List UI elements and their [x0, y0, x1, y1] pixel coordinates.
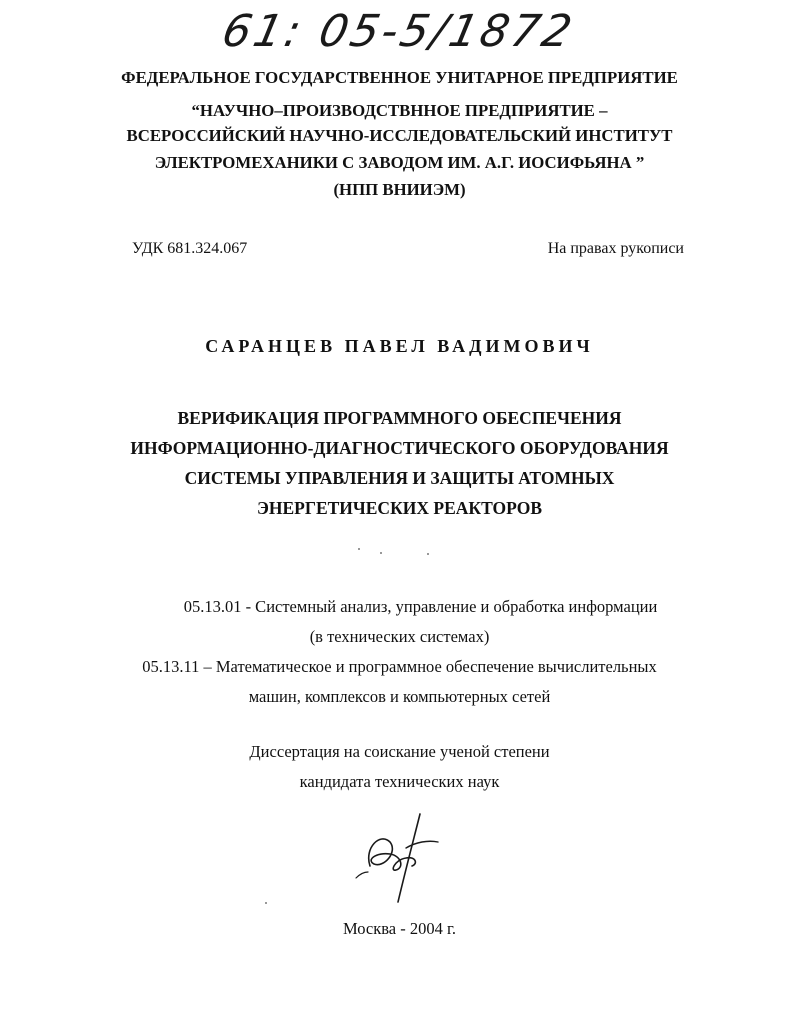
title-line-2: ИНФОРМАЦИОННО-ДИАГНОСТИЧЕСКОГО ОБОРУДОВАНИЯ — [130, 438, 669, 458]
org-line-4: ЭЛЕКТРОМЕХАНИКИ С ЗАВОДОМ ИМ. А.Г. ИОСИФЬЯНА ” — [154, 153, 645, 172]
handwritten-archive-code: 61: 05-5/1872 — [217, 6, 580, 57]
title-line-4: ЭНЕРГЕТИЧЕСКИХ РЕАКТОРОВ — [256, 498, 543, 518]
scan-speck — [380, 552, 382, 554]
specialty-2-line-2: машин, комплексов и компьютерных сетей — [248, 687, 551, 706]
specialty-2-line-1: 05.13.11 – Математическое и программное обеспечение вычислительных — [142, 657, 657, 676]
org-line-3: ВСЕРОССИЙСКИЙ НАУЧНО-ИССЛЕДОВАТЕЛЬСКИЙ ИНСТИТУТ — [126, 126, 673, 145]
author-name: САРАНЦЕВ ПАВЕЛ ВАДИМОВИЧ — [205, 336, 594, 356]
title-line-3: СИСТЕМЫ УПРАВЛЕНИЯ И ЗАЩИТЫ АТОМНЫХ — [184, 468, 615, 488]
scan-speck — [358, 548, 360, 550]
org-line-1: ФЕДЕРАЛЬНОЕ ГОСУДАРСТВЕННОЕ УНИТАРНОЕ ПРЕДПРИЯТИЕ — [121, 68, 678, 87]
place-year: Москва - 2004 г. — [342, 919, 457, 938]
org-abbreviation: (НПП ВНИИЭМ) — [333, 180, 466, 199]
author-signature — [346, 808, 446, 908]
degree-line-1: Диссертация на соискание ученой степени — [249, 742, 550, 761]
scan-speck — [427, 553, 429, 555]
udk-code: УДК 681.324.067 — [132, 240, 248, 257]
scan-speck — [265, 902, 267, 904]
degree-line-2: кандидата технических наук — [299, 772, 500, 791]
org-line-2: “НАУЧНО–ПРОИЗВОДСТВННОЕ ПРЕДПРИЯТИЕ – — [191, 101, 608, 120]
specialty-1-line-2: (в технических системах) — [309, 627, 490, 646]
specialty-1-line-1: 05.13.01 - Системный анализ, управление и обработка информации — [183, 597, 658, 616]
title-line-1: ВЕРИФИКАЦИЯ ПРОГРАММНОГО ОБЕСПЕЧЕНИЯ — [177, 408, 622, 428]
rights-note: На правах рукописи — [547, 240, 684, 257]
